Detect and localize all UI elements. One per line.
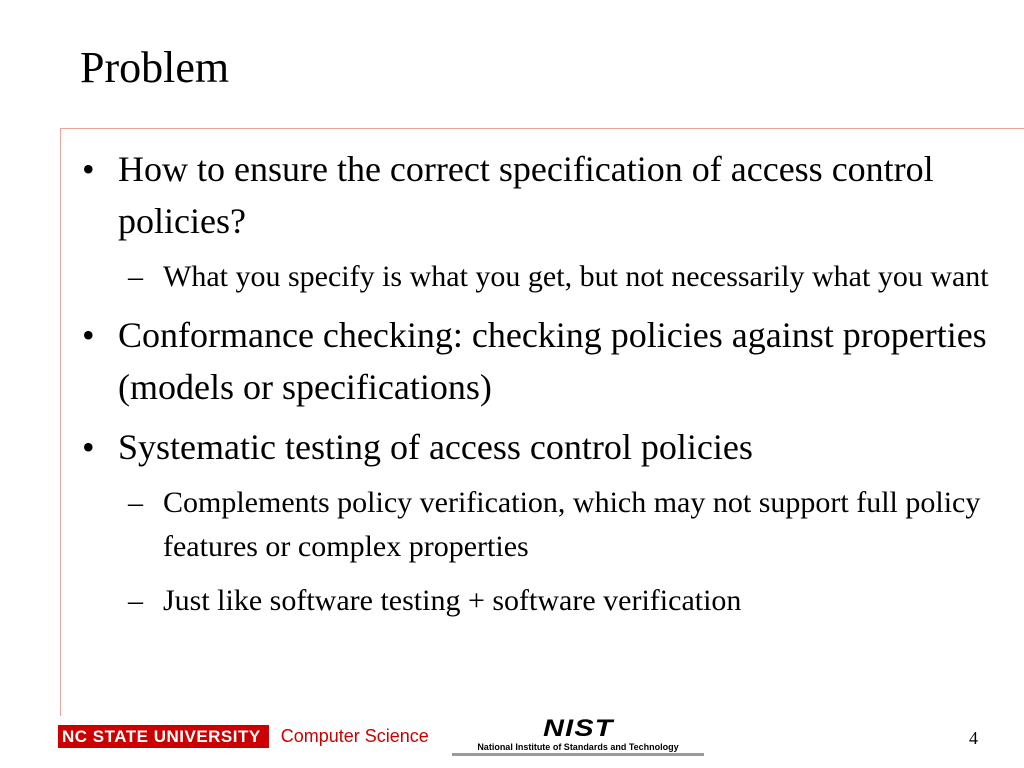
title-divider	[60, 128, 1024, 129]
dash-icon: –	[128, 260, 143, 293]
department-label: Computer Science	[280, 726, 429, 746]
ncsu-logo: NC STATE UNIVERSITY	[58, 725, 269, 748]
slide-content	[80, 143, 1010, 633]
dash-icon: –	[128, 486, 143, 519]
bullet-dot-icon: •	[82, 149, 95, 189]
bullet-text: How to ensure the correct specification of access control policies?	[118, 149, 934, 241]
bullet-text: Conformance checking: checking policies against properties (models or specifications)	[118, 315, 987, 407]
bullet-item	[80, 309, 1010, 413]
sub-bullet-item	[80, 255, 1010, 299]
sub-bullet-text: What you specify is what you get, but not necessarily what you want	[163, 260, 989, 293]
bullet-dot-icon: •	[82, 427, 95, 467]
bullet-item	[80, 421, 1010, 473]
page-number: 4	[969, 728, 978, 748]
nist-logo-block	[452, 716, 704, 756]
left-border	[60, 128, 61, 716]
bullet-item	[80, 143, 1010, 247]
ncsu-footer	[58, 725, 429, 748]
sub-bullet-item	[80, 481, 1010, 569]
bullet-dot-icon: •	[82, 315, 95, 355]
sub-bullet-text: Just like software testing + software verification	[163, 584, 742, 617]
slide-title: Problem	[80, 43, 230, 92]
nist-logo: NIST	[542, 715, 614, 742]
bullet-text: Systematic testing of access control policies	[118, 427, 753, 467]
nist-full-name: National Institute of Standards and Technology	[452, 742, 704, 756]
sub-bullet-text: Complements policy verification, which may not support full policy features or complex properties	[163, 486, 981, 563]
sub-bullet-item	[80, 579, 1010, 623]
dash-icon: –	[128, 584, 143, 617]
